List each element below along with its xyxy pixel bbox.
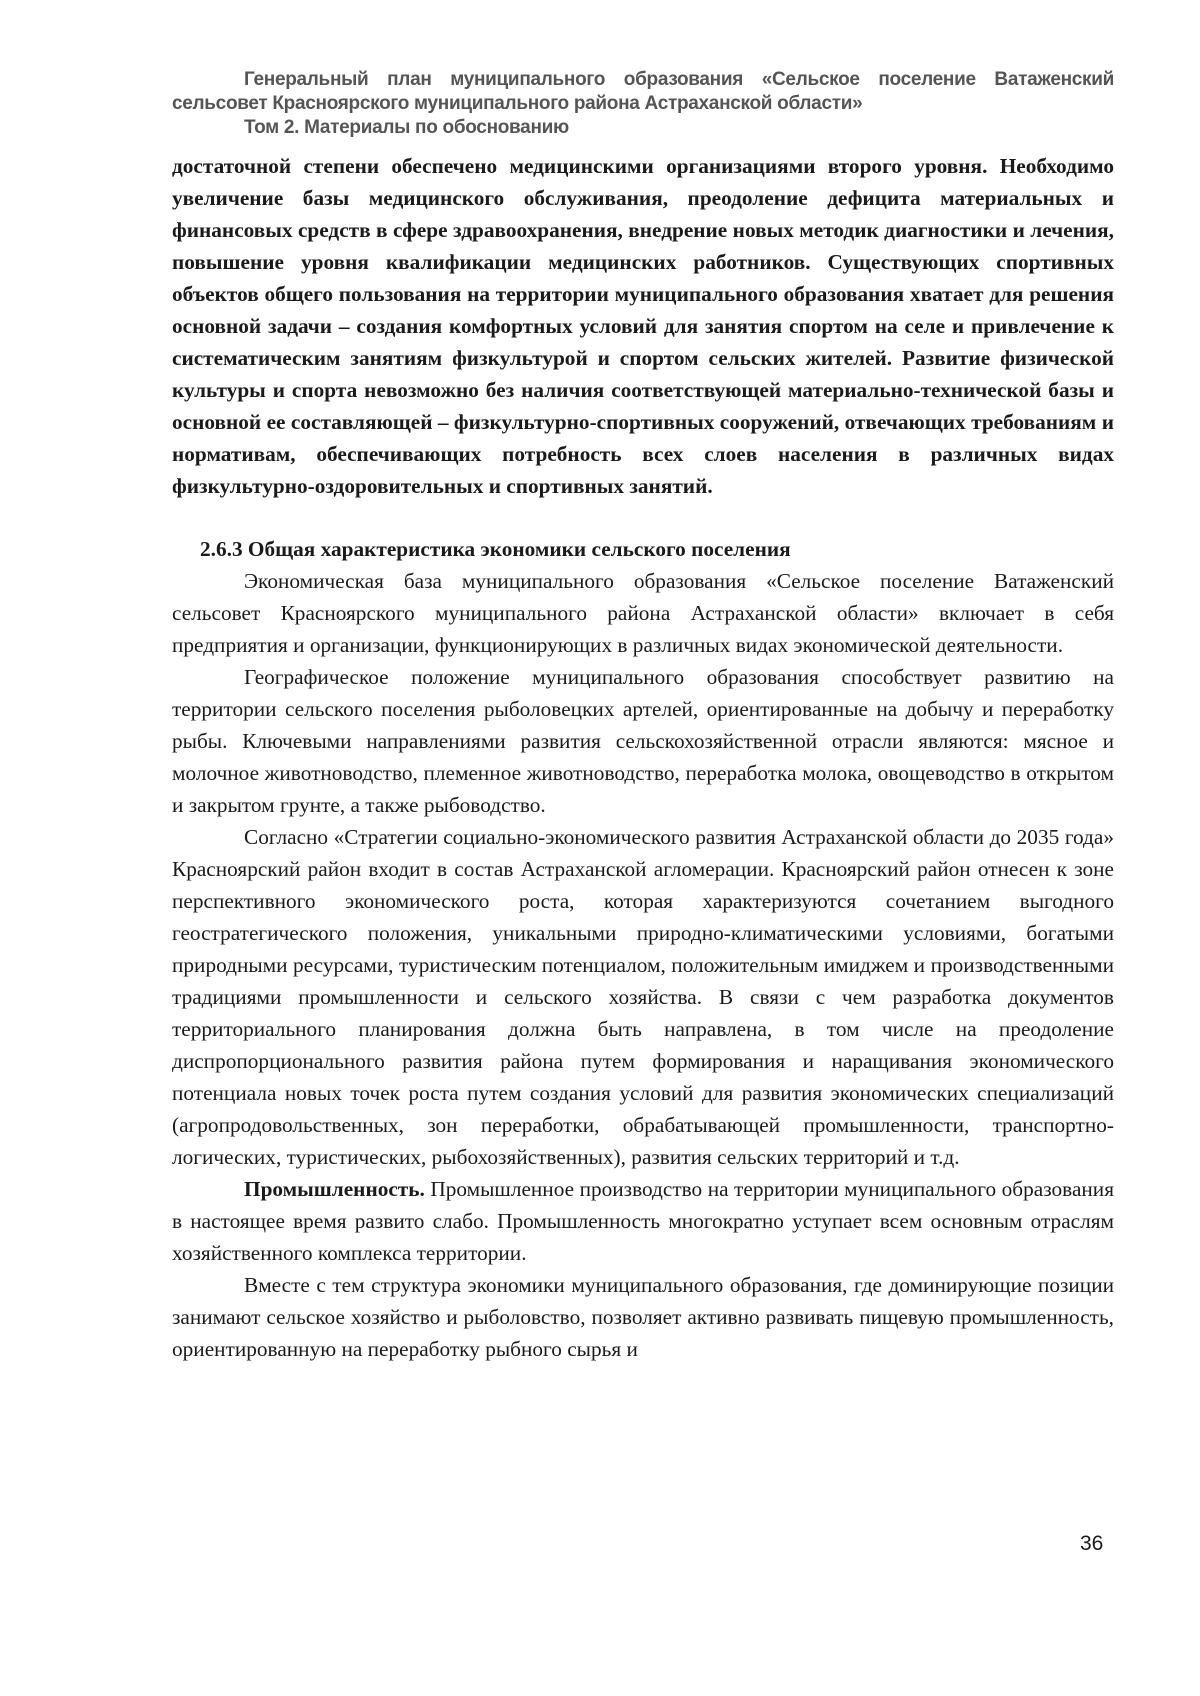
paragraph-economic-base: Экономическая база муниципального образования «Сельское поселение Ватаженский сельсовет Красноярского муниципального района Астраханской области» включает в себя предприятия и организации, функционирующих в различных видах экономической деятельности. xyxy=(172,569,1114,657)
industry-text: Промышленное производство на территории муниципального образования в настоящее время развито слабо. Промышленность многократно уступает всем основным отраслям хозяйственного комплекса территории. xyxy=(172,1177,1114,1265)
document-page xyxy=(172,68,1114,1365)
paragraph-strategy: Согласно «Стратегии социально-экономического развития Астраханской области до 2035 года» Красноярский район входит в состав Астраханской агломерации. Красноярский район отнесен к зоне перспективного экономического роста, которая характеризуются сочетанием выгодного геостратегического положения, уникальными природно-климатическими условиями, богатыми природными ресурсами, туристическим потенциалом, положительным имиджем и производственными традициями промышленности и сельского хозяйства. В связи с чем разработка документов территориального планирования должна быть направлена, в том числе на преодоление диспропорционального развития района путем формирования и наращивания экономического потенциала новых точек роста путем создания условий для развития экономических специализаций (агропродовольственных, зон переработки, обрабатывающей промышленности, транспортно-логических, туристических, рыбохозяйственных), развития сельских территорий и т.д. xyxy=(172,825,1114,1169)
paragraph-geography: Географическое положение муниципального образования способствует развитию на территории сельского поселения рыболовецких артелей, ориентированные на добычу и переработку рыбы. Ключевыми направлениями развития сельскохозяйственной отрасли являются: мясное и молочное животноводство, племенное животноводство, переработка молока, овощеводство в открытом и закрытом грунте, а также рыбоводство. xyxy=(172,665,1114,817)
section-heading: 2.6.3 Общая характеристика экономики сельского поселения xyxy=(200,537,791,561)
continued-paragraph: достаточной степени обеспечено медицинскими организациями второго уровня. Необходимо увеличение базы медицинского обслуживания, преодоление дефицита материальных и финансовых средств в сфере здравоохранения, внедрение новых методик диагностики и лечения, повышение уровня квалификации медицинских работников. Существующих спортивных объектов общего пользования на территории муниципального образования хватает для решения основной задачи – создания комфортных условий для занятия спортом на селе и привлечение к систематическим занятиям физкультурой и спортом сельских жителей. Развитие физической культуры и спорта невозможно без наличия соответствующей материально-технической базы и основной ее составляющей – физкультурно-спортивных сооружений, отвечающих требованиям и нормативам, обеспечивающих потребность всех слоев населения в различных видах физкультурно-оздоровительных и спортивных занятий. xyxy=(172,154,1114,498)
header-volume: Том 2. Материалы по обоснованию xyxy=(244,117,569,138)
paragraph-industry xyxy=(172,1173,1114,1269)
paragraph-structure: Вместе с тем структура экономики муниципального образования, где доминирующие позиции занимают сельское хозяйство и рыболовство, позволяет активно развивать пищевую промышленность, ориентированную на переработку рыбного сырья и xyxy=(172,1273,1114,1361)
running-header xyxy=(172,68,1114,140)
industry-lead: Промышленность. xyxy=(244,1177,425,1201)
page-number: 36 xyxy=(1080,1532,1104,1555)
header-title: Генеральный план муниципального образования «Сельское поселение Ватаженский сельсовет Красноярского муниципального района Астраханской области» xyxy=(172,69,1114,114)
